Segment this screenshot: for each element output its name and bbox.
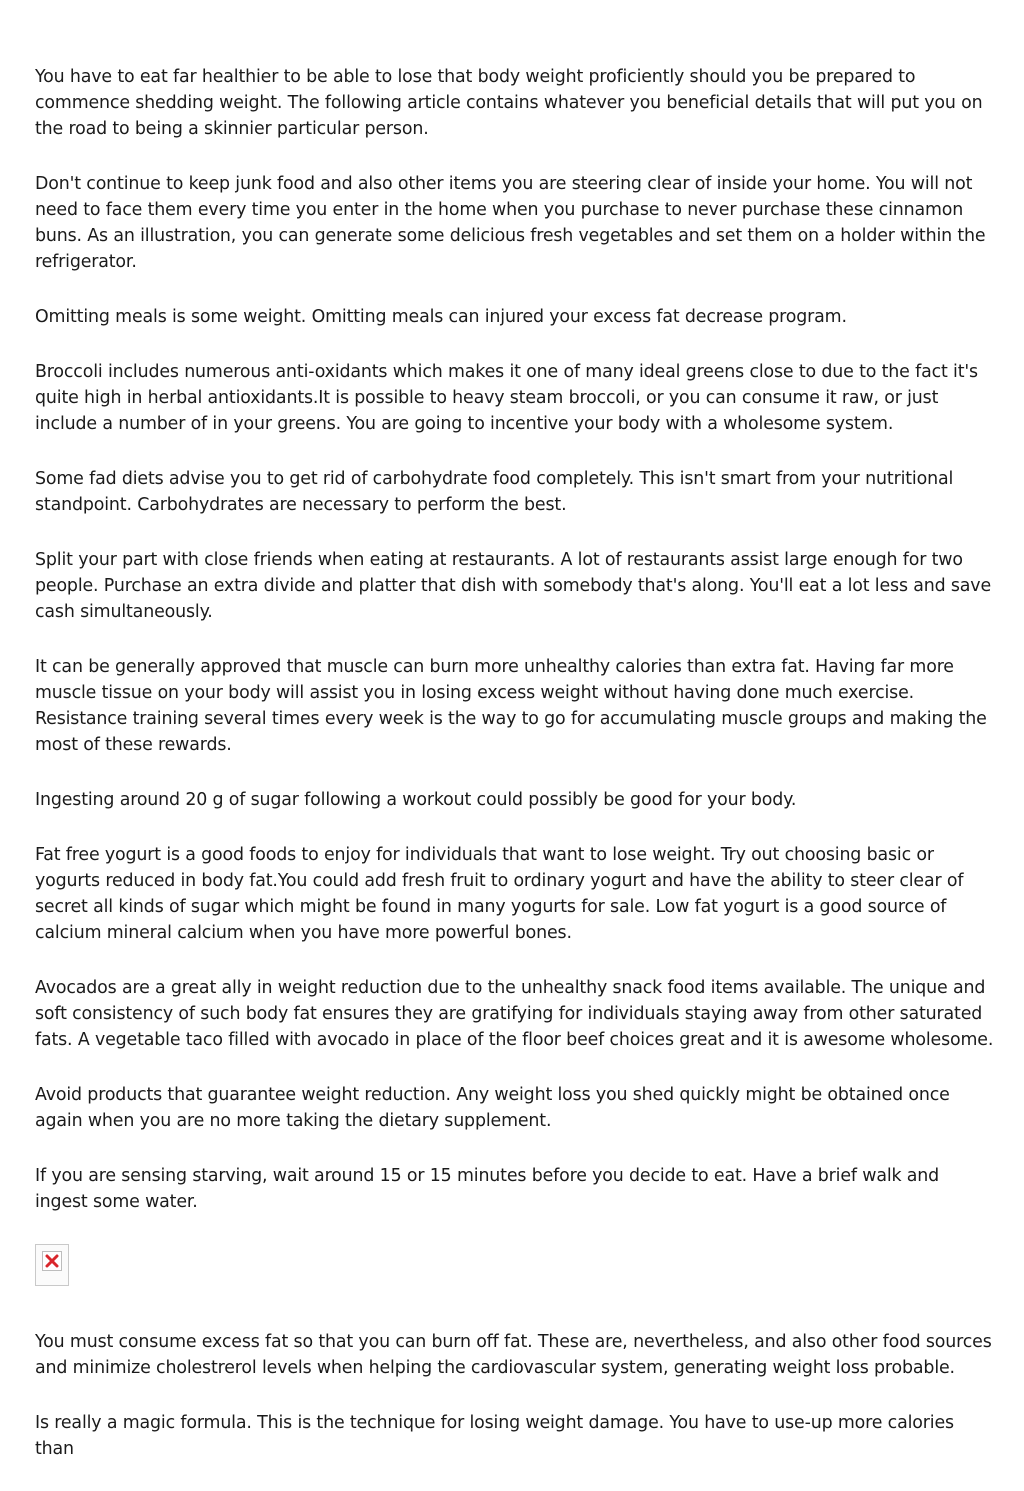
paragraph: Don't continue to keep junk food and also other items you are steering clear of inside your home. You will not need to face them every time you enter in the home when you purchase to never purchase these cinnamon buns. As an illustration, you can generate some delicious fresh vegetables and set them on a holder within the refrigerator. xyxy=(35,174,986,272)
paragraph: Omitting meals is some weight. Omitting meals can injured your excess fat decrease program. xyxy=(35,307,847,327)
paragraph: Broccoli includes numerous anti-oxidants which makes it one of many ideal greens close to due to the fact it's quite high in herbal antioxidants.It is possible to heavy steam broccoli, or you can consume it raw, or just include a number of in your greens. You are going to incentive your body with a wholesome system. xyxy=(35,362,978,434)
paragraph: Is really a magic formula. This is the technique for losing weight damage. You have to use-up more calories than xyxy=(35,1413,954,1459)
article-body xyxy=(35,64,995,1491)
paragraph: Avoid products that guarantee weight reduction. Any weight loss you shed quickly might be obtained once again when you are no more taking the dietary supplement. xyxy=(35,1085,950,1131)
paragraph: You have to eat far healthier to be able to lose that body weight proficiently should you be prepared to commence shedding weight. The following article contains whatever you beneficial details that will put you on the road to being a skinnier particular person. xyxy=(35,67,983,139)
broken-image-frame xyxy=(42,1251,62,1271)
paragraph: It can be generally approved that muscle can burn more unhealthy calories than extra fat. Having far more muscle tissue on your body will assist you in losing excess weight without having done much exercise. Resistance training several times every week is the way to go for accumulating muscle groups and making the most of these rewards. xyxy=(35,657,987,755)
paragraph: Avocados are a great ally in weight reduction due to the unhealthy snack food items available. The unique and soft consistency of such body fat ensures they are gratifying for individuals staying away from other saturated fats. A vegetable taco filled with avocado in place of the floor beef choices great and it is awesome wholesome. xyxy=(35,978,994,1050)
paragraph: Fat free yogurt is a good foods to enjoy for individuals that want to lose weight. Try out choosing basic or yogurts reduced in body fat.You could add fresh fruit to ordinary yogurt and have the ability to steer clear of secret all kinds of sugar which might be found in many yogurts for sale. Low fat yogurt is a good source of calcium mineral calcium when you have more powerful bones. xyxy=(35,845,964,943)
paragraph: Ingesting around 20 g of sugar following a workout could possibly be good for your body. xyxy=(35,790,797,810)
paragraph: You must consume excess fat so that you can burn off fat. These are, nevertheless, and also other food sources and minimize cholestrerol levels when helping the cardiovascular system, generating weight loss probable. xyxy=(35,1332,992,1378)
paragraph: Split your part with close friends when eating at restaurants. A lot of restaurants assist large enough for two people. Purchase an extra divide and platter that dish with somebody that's along. You'll eat a lot less and save cash simultaneously. xyxy=(35,550,991,622)
broken-image-icon xyxy=(35,1244,69,1286)
paragraph: If you are sensing starving, wait around 15 or 15 minutes before you decide to eat. Have a brief walk and ingest some water. xyxy=(35,1166,940,1212)
close-x-icon xyxy=(45,1254,59,1268)
paragraph: Some fad diets advise you to get rid of carbohydrate food completely. This isn't smart from your nutritional standpoint. Carbohydrates are necessary to perform the best. xyxy=(35,469,954,515)
